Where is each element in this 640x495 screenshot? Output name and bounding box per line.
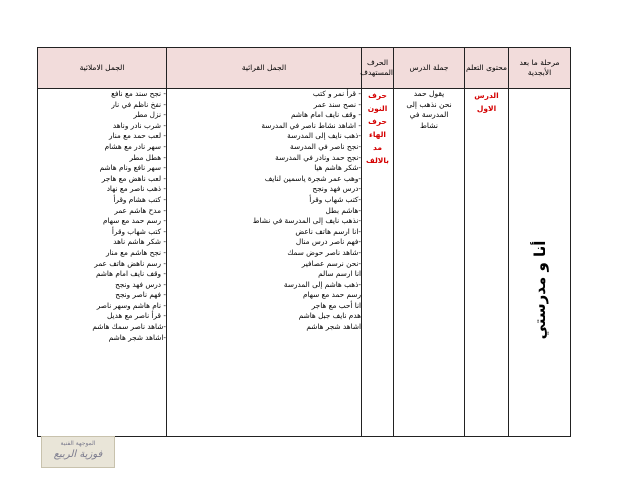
stamp-name: فوزية الربيع [53, 449, 103, 460]
dictation-sentence: - سهر نادر مع هشام [104, 141, 166, 151]
stage-title: أنا و مدرستي [530, 240, 549, 340]
dictation-sentence: - مدح هاشم عمر [114, 205, 166, 215]
stage-cell [509, 89, 571, 437]
quran-sentence: -فهم ناصر درس منال [295, 237, 361, 247]
quran-sentence: -ذهب هاشم إلى المدرسة [283, 279, 361, 289]
dictation-sentence: - نام هاشم وسهر ناصر [96, 300, 166, 310]
quran-sentence: -هاشم بطل [325, 205, 361, 215]
quran-sentence: -نجح حمد ونادر في المدرسة [275, 152, 361, 162]
supervisor-stamp [41, 436, 115, 468]
dictation-sentence: - قرأ ناصر مع هديل [107, 311, 166, 321]
body-row [38, 89, 571, 437]
target-letter-line: حرف [368, 117, 387, 126]
dictation-sentence: - سهر نافع ونام هاشم [99, 163, 166, 173]
quran-sentence: -كتب شهاب وقرأ [309, 194, 361, 204]
dictation-sentence: - نجح هاشم مع منار [105, 247, 166, 257]
target-letter-line: النون [367, 104, 388, 113]
content-cell [465, 89, 509, 437]
content-line: الدرس [474, 91, 499, 100]
quran-sentence: - قرأ نمر و كتب [312, 89, 361, 98]
quran-sentence: -انا ارسم هاتف ناعض [295, 226, 361, 236]
quran-sentence: -شكر هاشم هيا [314, 163, 361, 173]
dictation-sentence: - فهم ناصر ونجح [115, 290, 166, 300]
target-letter-line: مد بالالف [366, 143, 389, 165]
dictation-sentence: - لعب حمد مع منار [108, 131, 166, 141]
dictation-sentence: - كتب هشام وقرأ [113, 194, 166, 204]
quran-sentence: -ذهب نايف إلى المدرسة [287, 131, 361, 141]
lesson-plan-table [37, 47, 571, 437]
lesson-line: المدرسة في [409, 110, 449, 119]
dictation-sentence: - رسم حمد مع سهام [103, 216, 166, 226]
header-quran-sentences: الجمل القرائية [167, 48, 362, 89]
quran-sentence: -نذهب نايف إلى المدرسة في نشاط [252, 216, 361, 226]
quran-sentence: -شاهد ناصر حوض سمك [287, 247, 361, 257]
dictation-sentence: - رسم ناهض هاتف عمر [94, 258, 166, 268]
header-content: محتوى التعلم [465, 48, 509, 89]
lesson-sentence-cell [394, 89, 465, 437]
dictation-sentence: - ذهب ناصر مع نهاد [106, 184, 166, 194]
lesson-plan-sheet [37, 47, 570, 437]
dictation-sentence: - شكر هاشم ناهد [113, 237, 166, 247]
dictation-sentence: - نفخ ناظم في نار [111, 99, 166, 109]
dictation-sentence: - نزل مطر [133, 110, 166, 120]
target-letter-cell [362, 89, 394, 437]
quran-sentence: - نصح سند عمر [313, 99, 361, 109]
lesson-line: يقول حمد [413, 89, 445, 98]
lesson-line: نحن نذهب إلى [406, 99, 452, 109]
target-letter-line: الهاء [369, 130, 386, 139]
quran-sentence: هدم نايف جبل هاشم [298, 311, 361, 321]
quran-sentence: -نجح ناصر في المدرسة [290, 141, 361, 151]
dictation-sentence: - درس فهد ونجح [115, 279, 166, 289]
quran-sentence: انا أحب مع هاجر [311, 300, 361, 310]
dictation-sentence: - نجح سند مع نافع [111, 89, 166, 98]
dictation-sentence: - هطل مطر [129, 152, 166, 162]
quran-sentences-cell [167, 89, 362, 437]
dictation-sentence: - وقف نايف امام هاشم [95, 269, 166, 279]
header-row [38, 48, 571, 89]
dictation-sentence: - كتب شهاب وقرأ [111, 226, 166, 236]
quran-sentence: -نحن نرسم عصافير [301, 258, 361, 268]
stamp-title: الموجهة الفنية [60, 440, 96, 447]
dictation-sentence: -شاهد ناصر سمك هاشم [92, 322, 166, 332]
dictation-sentence: - لعب ناهض مع هاجر [101, 173, 166, 183]
quran-sentence: اشاهد شجر هاشم [306, 322, 361, 332]
quran-sentence: رسم حمد مع سهام [302, 290, 361, 300]
header-lesson-sentence: جملة الدرس [394, 48, 465, 89]
quran-sentence: - وقف نايف امام هاشم [290, 110, 361, 120]
dictation-sentences-cell [38, 89, 167, 437]
dictation-sentence: -اشاهد شجر هاشم [108, 332, 166, 342]
quran-sentence: -درس فهد ونجح [312, 184, 361, 194]
quran-sentence: انا ارسم سالم [318, 269, 361, 279]
quran-sentence: - اشاهد نشاط ناصر في المدرسة [261, 120, 361, 130]
header-dictation-sentences: الجمل الاملائية [38, 48, 167, 89]
header-stage: مرحلة ما بعد الأبجدية [509, 48, 571, 89]
lesson-line: نشاط [420, 120, 438, 130]
dictation-sentence: - شرب نادر وناهد [112, 120, 166, 130]
header-target-letter: الحرف المستهدف [362, 48, 394, 89]
target-letter-line: حرف [368, 91, 387, 100]
quran-sentence: -وهب عمر شجرة ياسمين لنايف [264, 173, 361, 183]
content-line: الاول [476, 104, 497, 113]
